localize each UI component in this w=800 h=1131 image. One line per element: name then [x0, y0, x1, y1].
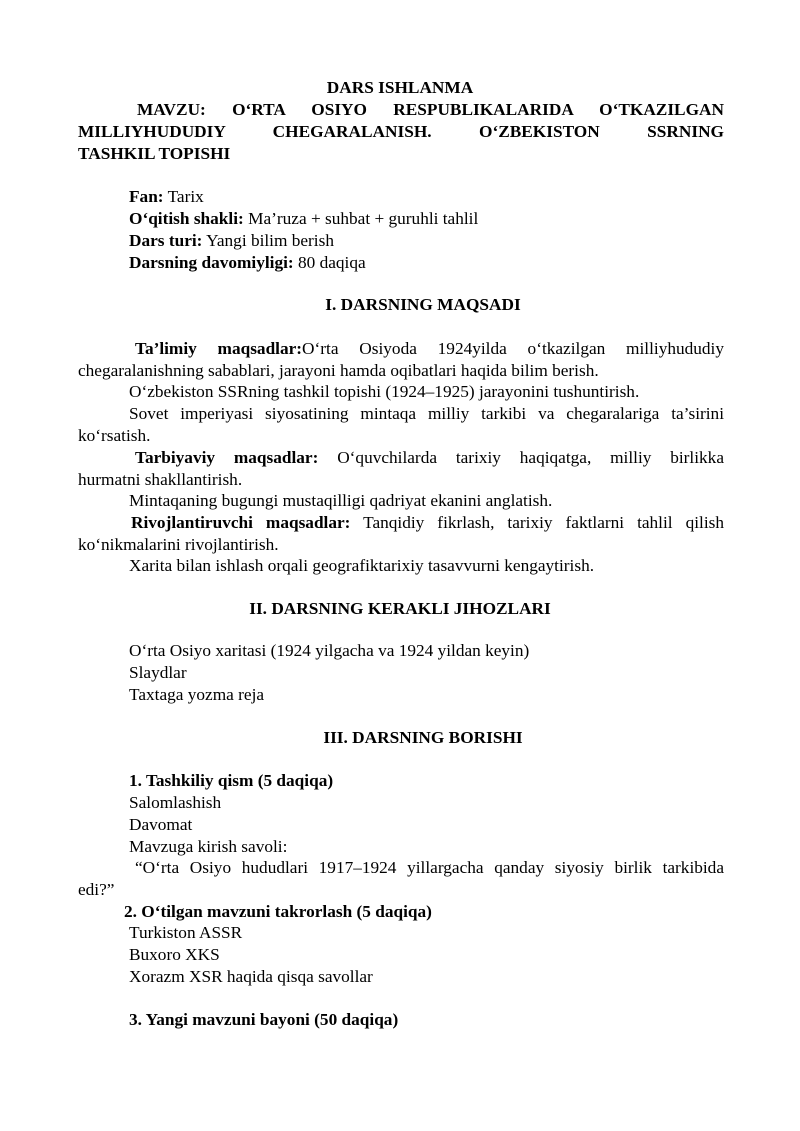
info-subject	[129, 186, 204, 208]
equipment-item: O‘rta Osiyo xaritasi (1924 yilgacha va 1924 yildan keyin)	[129, 641, 530, 660]
step-2-heading: 2. O‘tilgan mavzuni takrorlash (5 daqiqa)	[124, 902, 432, 921]
info-label: Darsning davomiyligi:	[129, 253, 294, 272]
topic-line-1: MAVZU: O‘RTA OSIYO RESPUBLIKALARIDA O‘TKAZILGAN	[137, 100, 724, 119]
goal-uzbek-ssr: O‘zbekiston SSRning tashkil topishi (1924–1925) jarayonini tushuntirish.	[129, 382, 640, 401]
step-1-item: Mavzuga kirish savoli:	[129, 837, 288, 856]
step-2-item: Turkiston ASSR	[129, 923, 243, 942]
info-duration	[129, 252, 366, 274]
step-2-item: Xorazm XSR haqida qisqa savollar	[129, 967, 373, 986]
info-label: Fan:	[129, 187, 164, 206]
info-value: Tarix	[163, 187, 204, 206]
developmental-goals-line-2: ko‘nikmalarini rivojlantirish.	[78, 535, 279, 554]
section-2-heading: II. DARSNING KERAKLI JIHOZLARI	[249, 599, 551, 618]
document-title: DARS ISHLANMA	[326, 78, 474, 97]
developmental-goals-label: Rivojlantiruvchi maqsadlar:	[131, 513, 351, 532]
goal-independence: Mintaqaning bugungi mustaqilligi qadriyat ekanini anglatish.	[129, 491, 553, 510]
equipment-item: Taxtaga yozma reja	[129, 685, 265, 704]
educational-goals-label: Ta’limiy maqsadlar:	[135, 339, 303, 358]
step-1-heading: 1. Tashkiliy qism (5 daqiqa)	[129, 771, 334, 790]
topic-line-2: MILLIYHUDUDIY CHEGARALANISH. O‘ZBEKISTON SSRNING	[78, 122, 724, 141]
info-value: 80 daqiqa	[293, 253, 366, 272]
educational-goals-line-1	[135, 338, 724, 360]
info-label: Dars turi:	[129, 231, 203, 250]
upbringing-goals-text: O‘quvchilarda tarixiy haqiqatga, milliy birlikka	[318, 448, 724, 467]
info-lesson-type	[129, 230, 334, 252]
step-3-heading: 3. Yangi mavzuni bayoni (50 daqiqa)	[129, 1010, 399, 1029]
section-3-heading: III. DARSNING BORISHI	[323, 728, 523, 747]
goal-soviet-policy-line-2: ko‘rsatish.	[78, 426, 151, 445]
step-2-item: Buxoro XKS	[129, 945, 220, 964]
step-1-item: Salomlashish	[129, 793, 222, 812]
educational-goals-text: O‘rta Osiyoda 1924yilda o‘tkazilgan milliyhududiy	[302, 339, 724, 358]
developmental-goals-text: Tanqidiy fikrlash, tarixiy faktlarni tahlil qilish	[350, 513, 724, 532]
goal-map-work: Xarita bilan ishlash orqali geografiktarixiy tasavvurni kengaytirish.	[129, 556, 595, 575]
info-value: Ma’ruza + suhbat + guruhli tahlil	[243, 209, 479, 228]
upbringing-goals-label: Tarbiyaviy maqsadlar:	[135, 448, 319, 467]
upbringing-goals-line-1	[135, 447, 724, 469]
info-value: Yangi bilim berish	[202, 231, 334, 250]
step-1-item: Davomat	[129, 815, 193, 834]
topic-line-3: TASHKIL TOPISHI	[78, 144, 231, 163]
section-1-heading: I. DARSNING MAQSADI	[325, 295, 521, 314]
info-label: O‘qitish shakli:	[129, 209, 244, 228]
intro-question-line-1: “O‘rta Osiyo hududlari 1917–1924 yillargacha qanday siyosiy birlik tarkibida	[135, 858, 724, 877]
equipment-item: Slaydlar	[129, 663, 187, 682]
goal-soviet-policy-line-1: Sovet imperiyasi siyosatining mintaqa milliy tarkibi va chegaralariga ta’sirini	[129, 404, 724, 423]
info-teaching-form	[129, 208, 478, 230]
upbringing-goals-line-2: hurmatni shakllantirish.	[78, 470, 243, 489]
intro-question-line-2: edi?”	[78, 880, 115, 899]
developmental-goals-line-1	[131, 512, 724, 534]
educational-goals-line-2: chegaralanishning sabablari, jarayoni hamda oqibatlari haqida bilim berish.	[78, 361, 599, 380]
